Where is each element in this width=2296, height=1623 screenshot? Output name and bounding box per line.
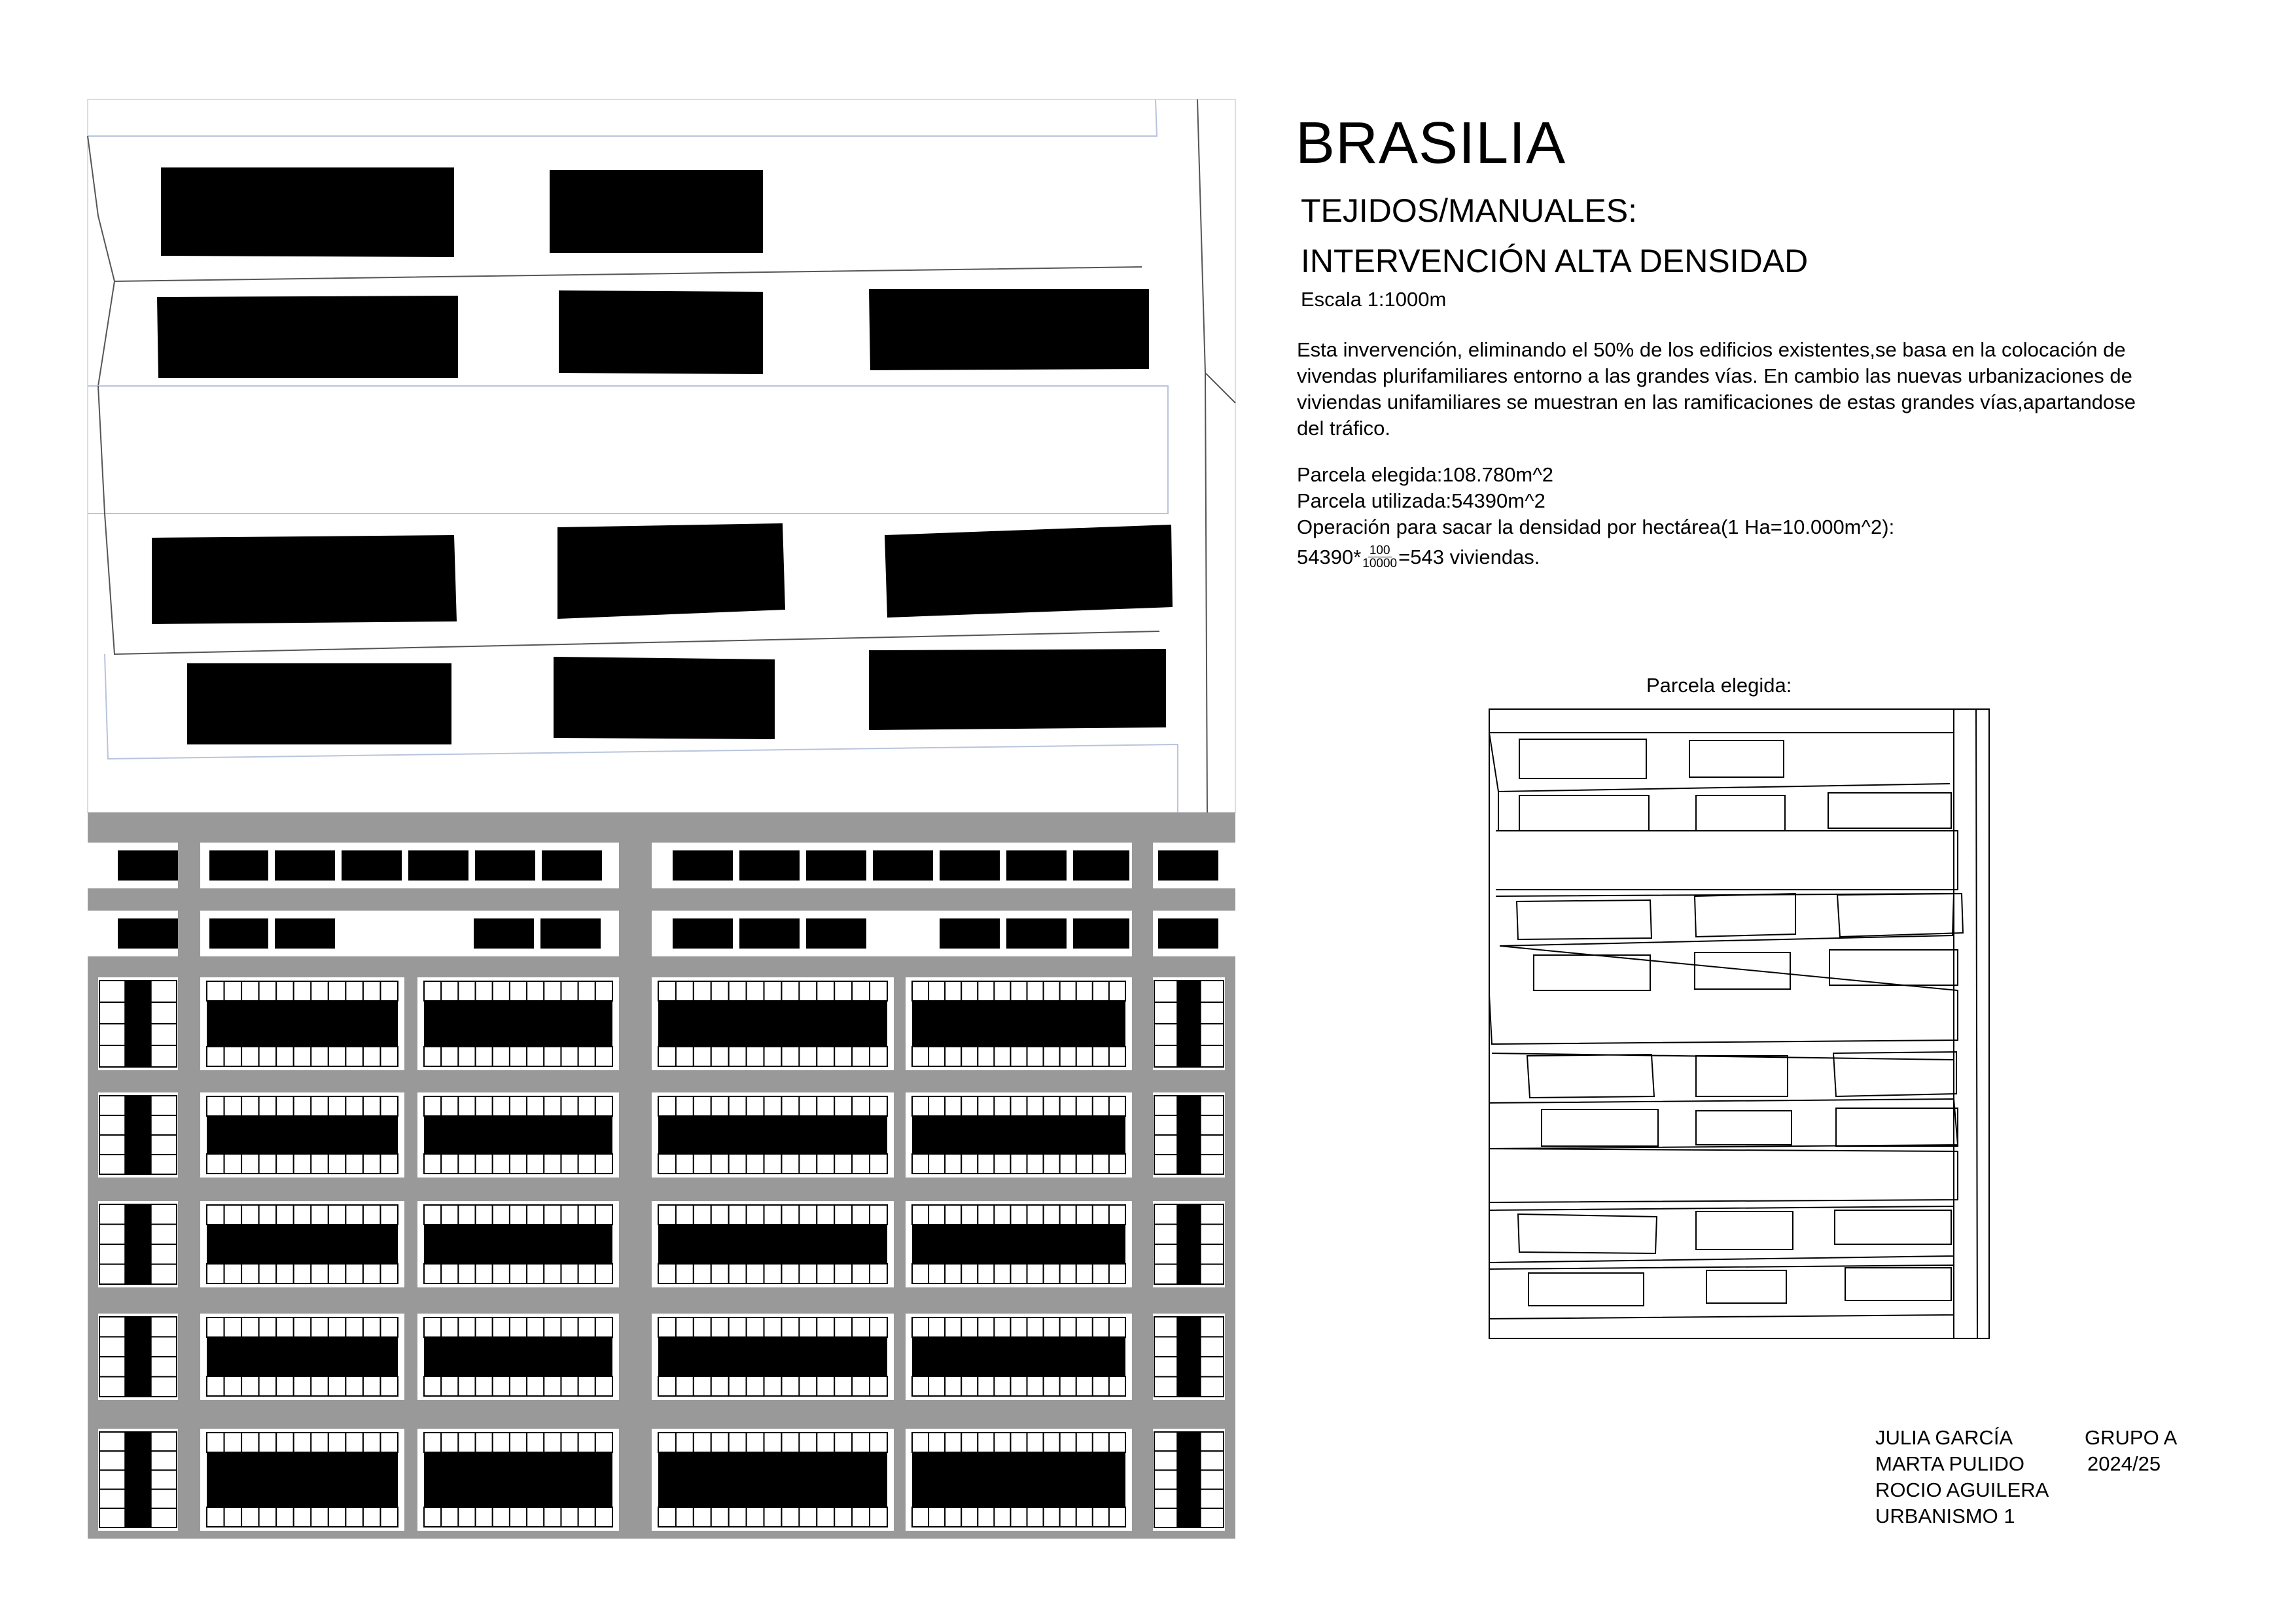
calc-fraction xyxy=(1362,544,1397,570)
housing-block xyxy=(658,1096,887,1174)
housing-block xyxy=(1154,1432,1224,1527)
building xyxy=(739,918,800,949)
building xyxy=(209,850,268,881)
housing-block xyxy=(658,1433,887,1527)
building xyxy=(1006,918,1067,949)
building xyxy=(739,850,800,881)
credit-author-1: JULIA GARCÍA xyxy=(1875,1426,2013,1449)
housing-block xyxy=(99,1204,177,1284)
calc-numerator: 100 xyxy=(1369,544,1390,557)
building xyxy=(275,918,335,949)
density-operation-label: Operación para sacar la densidad por hectárea(1 Ha=10.000m^2): xyxy=(1297,515,1895,538)
calc-prefix: 54390* xyxy=(1297,545,1362,568)
credit-course: URBANISMO 1 xyxy=(1875,1505,2015,1527)
sheet-subtitle: TEJIDOS/MANUALES: xyxy=(1301,192,1637,229)
credit-year: 2024/25 xyxy=(2087,1452,2161,1475)
housing-block xyxy=(424,1205,612,1283)
housing-block xyxy=(1154,981,1224,1067)
calc-denominator: 10000 xyxy=(1362,557,1398,570)
building xyxy=(1073,918,1129,949)
building xyxy=(408,850,468,881)
housing-block xyxy=(207,1318,398,1396)
sheet-subtitle-2: INTERVENCIÓN ALTA DENSIDAD xyxy=(1301,243,1809,279)
housing-block xyxy=(912,1318,1125,1396)
building xyxy=(940,918,1000,949)
building xyxy=(940,850,1000,881)
housing-block xyxy=(207,981,398,1066)
building xyxy=(474,918,534,949)
sheet-title: BRASILIA xyxy=(1296,111,1566,176)
building xyxy=(873,850,933,881)
building xyxy=(1158,918,1218,949)
housing-block xyxy=(1154,1204,1224,1284)
building xyxy=(1073,850,1129,881)
credit-group: GRUPO A xyxy=(2085,1426,2178,1449)
building xyxy=(342,850,402,881)
housing-block xyxy=(424,1318,612,1396)
building xyxy=(118,918,178,949)
credit-author-2: MARTA PULIDO xyxy=(1875,1452,2024,1475)
housing-block xyxy=(99,1317,177,1397)
density-calculation xyxy=(1297,544,1540,570)
housing-block xyxy=(912,1433,1125,1527)
building xyxy=(806,850,866,881)
housing-block xyxy=(99,1432,177,1527)
housing-block xyxy=(424,1096,612,1174)
building xyxy=(209,918,268,949)
building xyxy=(275,850,335,881)
parcel-chosen-area: Parcela elegida:108.780m^2 xyxy=(1297,463,1553,486)
housing-block xyxy=(658,1205,887,1283)
building xyxy=(540,918,601,949)
housing-block xyxy=(1154,1096,1224,1174)
housing-block xyxy=(424,1433,612,1527)
housing-block xyxy=(99,1096,177,1174)
description-text: Esta invervención, eliminando el 50% de los edificios existentes,se basa en la colocación de vivendas plurifamiliares entorno a las grandes vías. En cambio las nuevas urbanizaciones de viviendas unifamiliares se muestran en las ramificaciones de estas grandes vías,apartandose del tráfico. xyxy=(1297,338,2136,440)
building xyxy=(1158,850,1218,881)
building xyxy=(475,850,535,881)
building xyxy=(673,918,733,949)
housing-block xyxy=(912,1096,1125,1174)
housing-block xyxy=(207,1433,398,1527)
housing-block xyxy=(912,981,1125,1066)
housing-block xyxy=(99,981,177,1067)
parcel-used-area: Parcela utilizada:54390m^2 xyxy=(1297,489,1545,512)
parcel-detail-buildings xyxy=(1517,739,1963,1306)
housing-block xyxy=(1154,1317,1224,1397)
housing-block xyxy=(658,1318,887,1396)
upper-buildings xyxy=(152,167,1173,744)
housing-block xyxy=(912,1205,1125,1283)
building xyxy=(118,850,178,881)
building xyxy=(673,850,733,881)
parcel-detail-label: Parcela elegida: xyxy=(1646,674,1792,697)
housing-block xyxy=(207,1096,398,1174)
housing-block xyxy=(658,981,887,1066)
scale-label: Escala 1:1000m xyxy=(1301,288,1447,311)
calc-result: =543 viviendas. xyxy=(1398,545,1540,568)
credit-author-3: ROCIO AGUILERA xyxy=(1875,1478,2049,1501)
building xyxy=(1006,850,1067,881)
building xyxy=(806,918,866,949)
building xyxy=(542,850,602,881)
housing-block xyxy=(424,981,612,1066)
housing-block xyxy=(207,1205,398,1283)
